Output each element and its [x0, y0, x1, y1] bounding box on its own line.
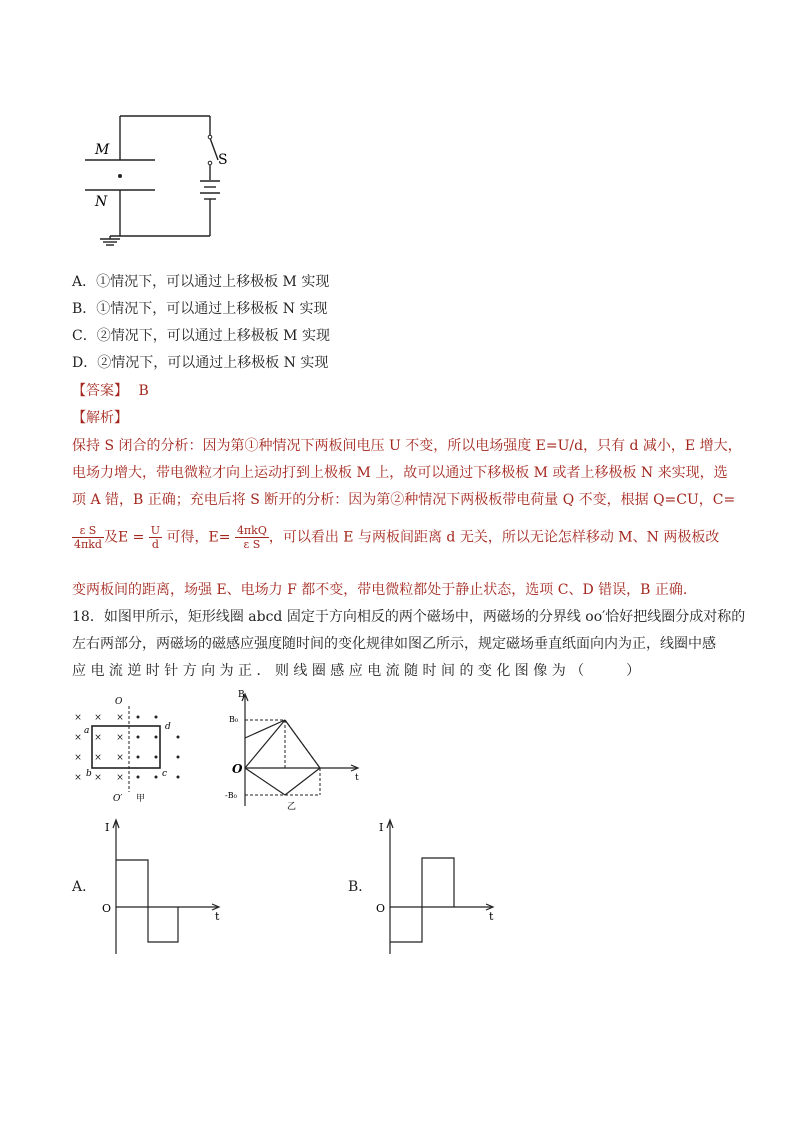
- circuit-diagram: [80, 108, 250, 248]
- figure-yi: [225, 688, 370, 813]
- label-o-top: O: [115, 697, 123, 707]
- fraction-capacitance: $\frac{\text{ε S}}{\text{4πkd}}$: [74, 524, 102, 551]
- q18-line-1: 18．如图甲所示，矩形线圈 abcd 固定于方向相反的两个磁场中，两磁场的分界线 oo′恰好把线圈分成对称的: [72, 609, 746, 625]
- q18-line-2: 左右两部分，两磁场的磁感应强度随时间的变化规律如图乙所示，规定磁场垂直纸面向内为正，线圈中感: [72, 636, 716, 652]
- label-o-bottom: O′: [113, 794, 123, 804]
- analysis-line-4-rest: ，可以看出 E 与两板间距离 d 无关，所以无论怎样移动 M、N 两极板改: [268, 529, 720, 546]
- svg-text:×: ×: [116, 773, 124, 783]
- option-b-x-axis: t: [489, 910, 494, 923]
- svg-text:×: ×: [74, 733, 82, 743]
- option-b-origin: O: [376, 902, 386, 915]
- option-a-origin: O: [102, 902, 112, 915]
- answer-line: [72, 381, 149, 401]
- svg-text:×: ×: [94, 773, 102, 783]
- option-a-label: A．: [72, 879, 97, 895]
- fraction-field: $\frac{\text{4πkQ}}{\text{ε S}}$: [236, 524, 267, 551]
- svg-text:×: ×: [94, 753, 102, 763]
- analysis-line-1: 保持 S 闭合的分析：因为第①种情况下两板间电压 U 不变，所以电场强度 E=U/d，只有 d 减小，E 增大，: [72, 438, 742, 454]
- svg-text:×: ×: [116, 713, 124, 723]
- svg-text:×: ×: [74, 753, 82, 763]
- label-n: N: [95, 194, 108, 210]
- q18-line-3: 应 电 流 逆 时 针 方 向 为 正 ． 则 线 圈 感 应 电 流 随 时 间 的 变 化 图 像 为 （ ）: [72, 663, 641, 679]
- option-b-text: B．①情况下，可以通过上移极板 N 实现: [72, 301, 328, 317]
- analysis-line-2: 电场力增大，带电微粒才向上运动打到上极板 M 上，故可以通过下移极板 M 或者上移极板 N 来实现，选: [72, 465, 728, 481]
- analysis-line-4: [72, 524, 732, 551]
- svg-text:×: ×: [94, 713, 102, 723]
- yi-x-axis-label: t: [355, 773, 359, 783]
- figure-jia: [68, 696, 198, 806]
- svg-text:×: ×: [116, 733, 124, 743]
- formula-result: 可得，E=: [166, 529, 231, 546]
- option-d-text: D．②情况下，可以通过上移极板 N 实现: [72, 355, 329, 371]
- yi-origin-label: O: [232, 762, 243, 776]
- label-a: a: [84, 726, 90, 736]
- svg-text:×: ×: [74, 713, 82, 723]
- fraction-u-over-d: $\frac{U}{d}$: [150, 524, 161, 551]
- answer-value: B: [138, 383, 149, 399]
- option-c-text: C．②情况下，可以通过上移极板 M 实现: [72, 328, 330, 344]
- option-a-x-axis: t: [215, 910, 220, 923]
- option-a-y-axis: I: [105, 821, 110, 834]
- label-c: c: [162, 769, 168, 779]
- formula-and: 及: [103, 529, 118, 546]
- yi-b0-label: B₀: [229, 715, 239, 724]
- svg-text:×: ×: [74, 773, 82, 783]
- svg-text:×: ×: [116, 753, 124, 763]
- option-b-graph: [372, 816, 502, 958]
- label-s: S: [218, 152, 228, 168]
- caption-jia: 甲: [136, 794, 146, 804]
- svg-text:×: ×: [94, 733, 102, 743]
- option-b-y-axis: I: [379, 821, 384, 834]
- label-d: d: [165, 722, 171, 732]
- answer-label: 【答案】: [72, 383, 128, 399]
- analysis-line-3: 项 A 错，B 正确；充电后将 S 断开的分析：因为第②种情况下两极板带电荷量 Q 不变，根据 Q=CU，C=: [72, 492, 736, 508]
- option-a-text: A．①情况下，可以通过上移极板 M 实现: [72, 274, 330, 290]
- option-a-graph: [98, 816, 228, 958]
- option-b-label: B．: [348, 879, 373, 895]
- formula-e: E =: [117, 529, 145, 546]
- label-b: b: [86, 769, 92, 779]
- label-m: M: [95, 142, 110, 158]
- caption-yi: 乙: [287, 802, 297, 812]
- yi-y-axis-label: B: [238, 690, 245, 700]
- yi-neg-b0-label: -B₀: [225, 791, 237, 800]
- analysis-line-5: 变两板间的距离，场强 E、电场力 F 都不变，带电微粒都处于静止状态，选项 C、D 错误，B 正确.: [72, 582, 688, 598]
- analysis-label: 【解析】: [72, 410, 128, 426]
